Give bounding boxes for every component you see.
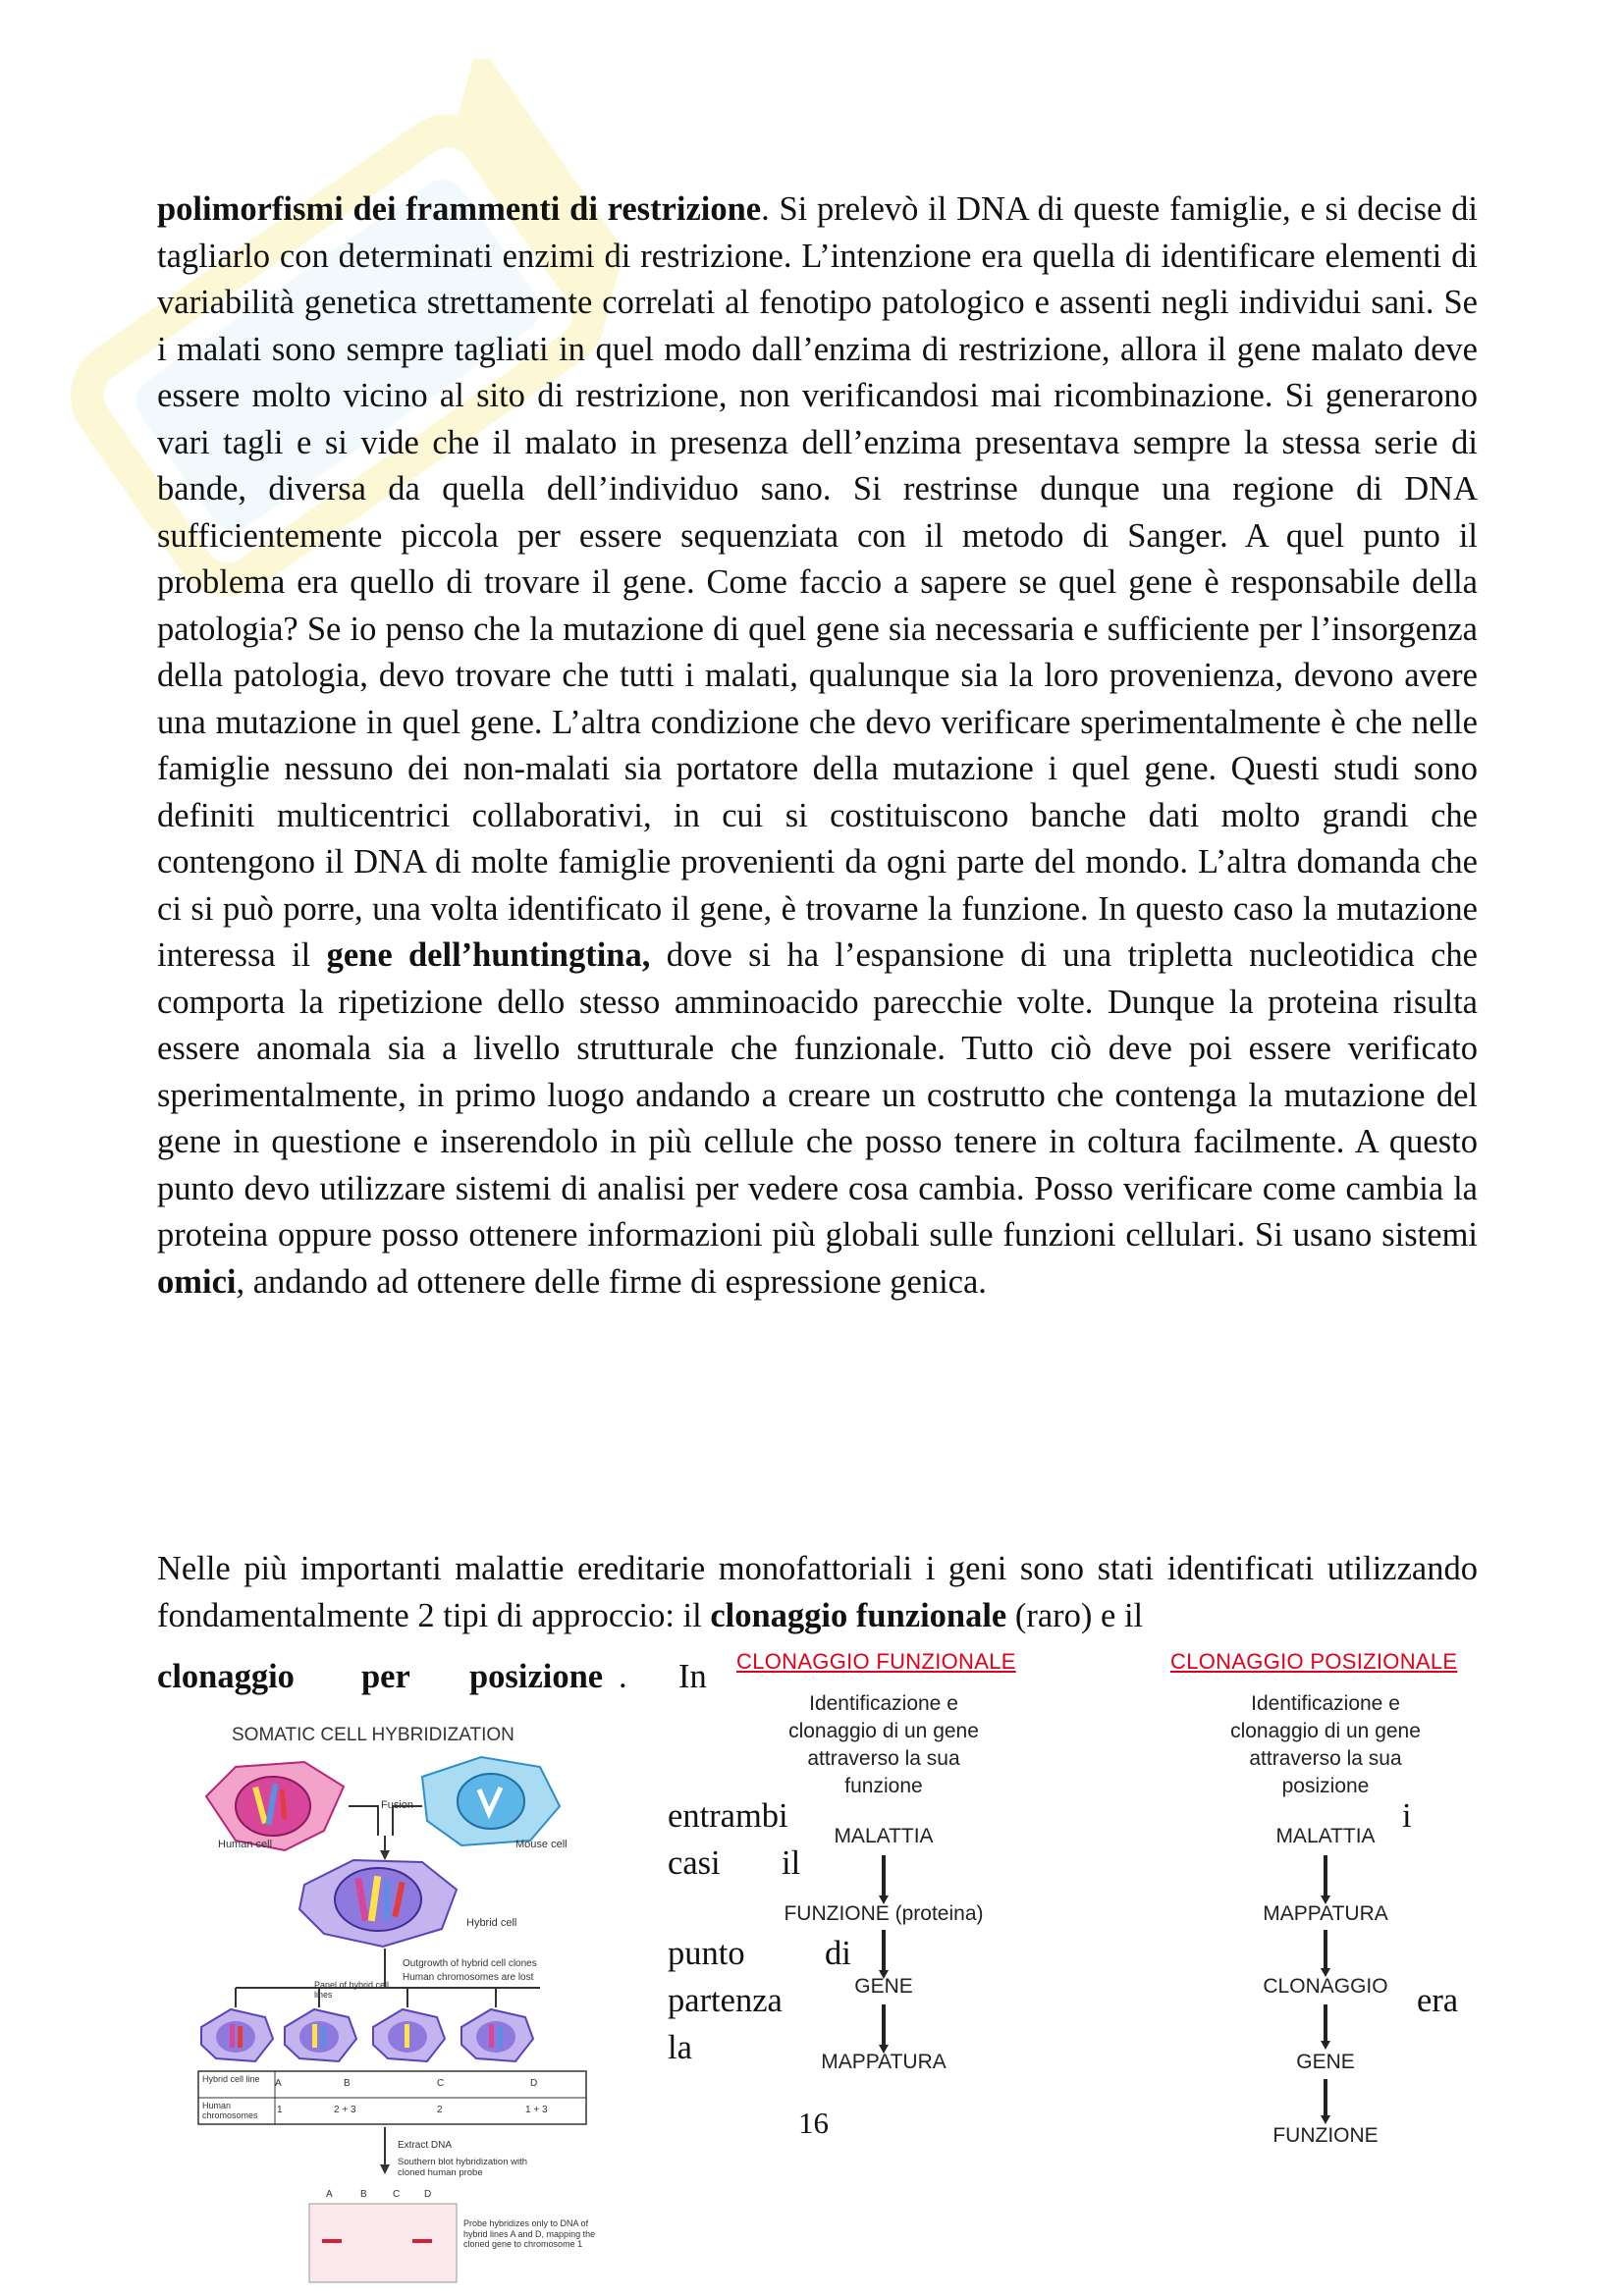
positional-desc-line-4: posizione — [1281, 1775, 1370, 1797]
paragraph-text: . Si prelevò il DNA di queste famiglie, e si decise di tagliarlo con determinati enzimi di restrizione. L’intenzione era quella di identificare elementi di variabilità genetica strettamente correlati al fenotipo patologico e assenti negli individui sani. Se i malati sono sempre tagliati in quel modo dall’enzima di restrizione, allora il gene malato deve essere molto vicino al sito di restrizione, non verificandosi mai ricombinazione. Si generarono vari tagli e si vide che il malato in presenza dell’enzima presentava sempre la stessa serie di bande, diversa da quella dell’individuo sano. Si restrinse dunque una regione di DNA sufficientemente piccola per essere sequenziata con il metodo di Sanger. A quel punto il problema era quello di trovare il gene. Come faccio a sapere se quel gene è responsabile della patologia? Se io penso che la mutazione di quel gene sia necessaria e sufficiente per l’insorgenza della patologia, devo trovare che tutti i malati, qualunque sia la loro provenienza, devono avere una mutazione in quel gene. L’altra condizione che devo verificare sperimentalmente è che nelle famiglie nessuno dei non-malati sia portatore della mutazione i quel gene. Questi studi sono definiti multicentrici collaborativi, in cui si costituiscono banche dati molto grandi che contengono il DNA di molte famiglie provenienti da ogni parte del mondo. L’altra domanda che ci si può porre, una volta identificato il gene, è trovarne la funzione. In questo caso la mutazione interessa il — [157, 190, 1478, 974]
word-era: era — [1417, 1982, 1459, 2019]
functional-cloning-title: CLONAGGIO FUNZIONALE — [736, 1649, 1016, 1674]
word-in: In — [678, 1658, 707, 1695]
body-paragraph-1 — [157, 187, 1478, 1306]
outgrowth-label: Outgrowth of hybrid cell clones — [403, 1958, 537, 1969]
lane-c: C — [393, 2189, 401, 2200]
chromosomes-lost-label: Human chromosomes are lost — [403, 1972, 534, 1983]
table-cell-a: 1 — [277, 2105, 283, 2115]
functional-step-mappatura: MAPPATURA — [821, 2051, 947, 2073]
extract-dna-label: Extract DNA — [398, 2140, 453, 2151]
table-col-c: C — [437, 2078, 445, 2089]
panel-label: Panel of hybrid cell lines — [314, 1980, 390, 2000]
positional-step-malattia: MALATTIA — [1275, 1825, 1376, 1847]
word-il: il — [782, 1844, 801, 1882]
positional-desc-line-2: clonaggio di un gene — [1230, 1720, 1421, 1742]
probe-note-label: Probe hybridizes only to DNA of hybrid lines A and D, mapping the cloned gene to chromosome 1 — [463, 2218, 596, 2249]
positional-step-clonaggio: CLONAGGIO — [1263, 1975, 1388, 1998]
body-paragraph-2 — [157, 1546, 1478, 1639]
table-cell-c: 2 — [437, 2105, 443, 2115]
word-i: i — [1402, 1797, 1412, 1835]
bold-term-huntingtina: gene dell’huntingtina, — [326, 936, 651, 974]
southern-blot-label: Southern blot hybridization with cloned human probe — [398, 2157, 528, 2178]
fusion-label: Fusion — [381, 1799, 414, 1811]
paragraph-text: (raro) e il — [1006, 1596, 1144, 1634]
word-posizione: posizione — [469, 1658, 604, 1695]
positional-step-gene: GENE — [1296, 2051, 1355, 2073]
bold-term-clonaggio-funzionale: clonaggio funzionale — [710, 1596, 1007, 1634]
functional-step-gene: GENE — [854, 1975, 913, 1998]
table-col-b: B — [344, 2078, 351, 2089]
functional-desc-line-2: clonaggio di un gene — [788, 1720, 979, 1742]
figure-title: SOMATIC CELL HYBRIDIZATION — [232, 1725, 514, 1745]
table-col-d: D — [530, 2078, 538, 2089]
table-cell-b: 2 + 3 — [334, 2105, 356, 2115]
arrow-down-icon — [1321, 1855, 1330, 1904]
human-cell-label: Human cell — [218, 1839, 273, 1850]
page-number: 16 — [798, 2106, 829, 2140]
arrow-down-icon — [1321, 2079, 1330, 2124]
mouse-cell-label: Mouse cell — [515, 1839, 568, 1850]
word-clonaggio: clonaggio — [157, 1658, 295, 1695]
word-casi: casi — [668, 1844, 721, 1882]
arrow-down-icon — [879, 2004, 889, 2054]
somatic-cell-hybridization-figure — [196, 1713, 599, 2292]
lane-d: D — [424, 2189, 432, 2200]
functional-desc-line-1: Identificazione e — [809, 1692, 958, 1715]
word-di: di — [825, 1935, 851, 1972]
word-punto: punto — [668, 1935, 745, 1972]
bold-term-omici: omici — [157, 1262, 237, 1301]
arrow-down-icon — [879, 1930, 889, 1979]
paragraph-text: , andando ad ottenere delle firme di espressione genica. — [236, 1262, 987, 1301]
arrow-down-icon — [1321, 2004, 1330, 2050]
table-row-label: Human chromosomes — [202, 2101, 258, 2120]
arrow-down-icon — [1321, 1930, 1330, 1977]
paragraph-text: dove si ha l’espansione di una tripletta nucleotidica che comporta la ripetizione dello stesso amminoacido parecchie volte. Dunque la proteina risulta essere anomala sia a livello strutturale che funzionale. Tutto ciò deve poi essere verificato sperimentalmente, in primo luogo andando a creare un costrutto che contenga la mutazione del gene in questione e inserendolo in più cellule che posso tenere in coltura facilmente. A questo punto devo utilizzare sistemi di analisi per vedere cosa cambia. Posso verificare come cambia la proteina oppure posso ottenere informazioni più globali sulle funzioni cellulari. Si usano sistemi — [157, 936, 1478, 1254]
word-entrambi: entrambi — [668, 1797, 788, 1835]
hybrid-cell-label: Hybrid cell — [466, 1917, 517, 1929]
word-per: per — [361, 1658, 410, 1695]
table-col-a: A — [275, 2078, 282, 2089]
positional-step-funzione: FUNZIONE — [1272, 2124, 1379, 2147]
functional-desc-line-4: funzione — [844, 1775, 923, 1797]
table-header-label: Hybrid cell line — [202, 2074, 260, 2084]
functional-step-malattia: MALATTIA — [834, 1825, 934, 1847]
table-cell-d: 1 + 3 — [525, 2105, 548, 2115]
positional-desc-line-1: Identificazione e — [1251, 1692, 1400, 1715]
figure-illustration — [196, 1752, 599, 2292]
functional-desc-line-3: attraverso la sua — [807, 1747, 960, 1770]
bold-term-polimorfismi: polimorfismi dei frammenti di restrizione — [157, 190, 762, 228]
positional-step-mappatura: MAPPATURA — [1263, 1902, 1388, 1925]
word-partenza: partenza — [668, 1982, 783, 2019]
positional-desc-line-3: attraverso la sua — [1249, 1747, 1402, 1770]
lane-a: A — [326, 2189, 333, 2200]
positional-cloning-title: CLONAGGIO POSIZIONALE — [1170, 1649, 1458, 1674]
word-la: la — [668, 2029, 692, 2066]
paragraph-text: Nelle più importanti malattie ereditarie monofattoriali i geni sono stati identificati utilizzando fondamentalmente 2 tipi di approccio: il — [157, 1550, 1478, 1634]
lane-b: B — [360, 2189, 367, 2200]
arrow-down-icon — [879, 1855, 889, 1904]
functional-step-funzione: FUNZIONE (proteina) — [784, 1902, 984, 1925]
word-period: . — [619, 1658, 627, 1695]
